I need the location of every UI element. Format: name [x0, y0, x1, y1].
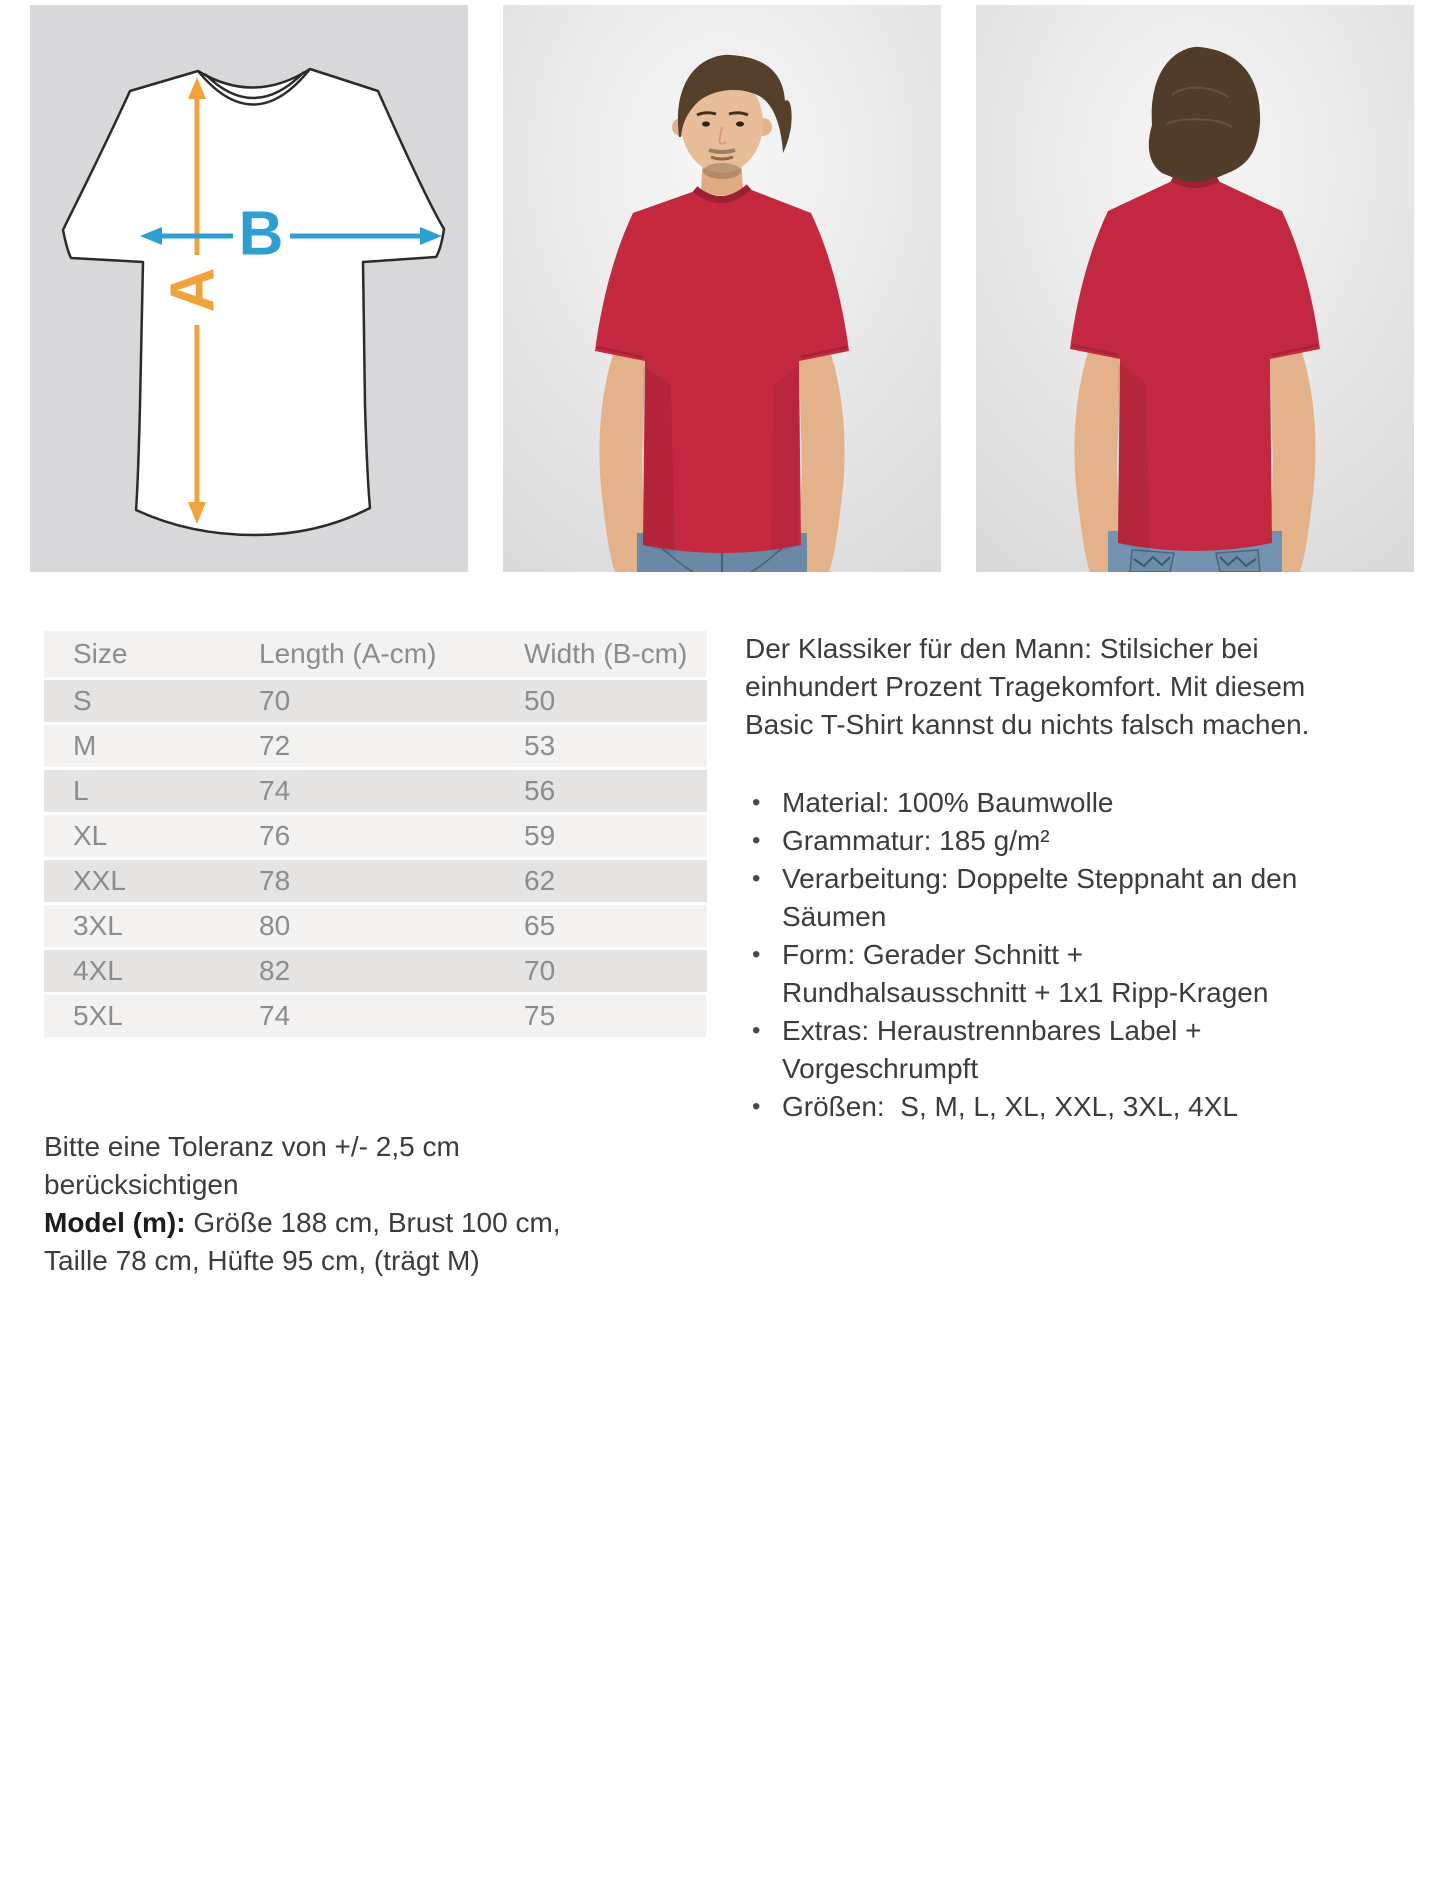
width-cell: 62	[524, 860, 707, 902]
bullet-text: Grammatur: 185 g/m²	[782, 825, 1050, 856]
size-cell: L	[44, 770, 259, 812]
size-cell: M	[44, 725, 259, 767]
table-row	[44, 905, 707, 947]
table-row	[44, 860, 707, 902]
length-cell: 76	[259, 815, 524, 857]
length-cell: 74	[259, 770, 524, 812]
bullet-icon: •	[752, 1017, 761, 1044]
model-note-label: Model (m):	[44, 1207, 186, 1238]
bullet-text: Form: Gerader Schnitt + Rundhalsausschnitt + 1x1 Ripp-Kragen	[782, 939, 1269, 1008]
width-cell: 53	[524, 725, 707, 767]
label-b: B	[238, 199, 284, 269]
table-row	[44, 950, 707, 992]
table-row	[44, 815, 707, 857]
bullet-text: Material: 100% Baumwolle	[782, 787, 1114, 818]
size-chart-header-row	[44, 631, 707, 677]
length-cell: 74	[259, 995, 524, 1037]
length-cell: 70	[259, 680, 524, 722]
model-note-text: Größe 188 cm, Brust 100 cm, Taille 78 cm, Hüfte 95 cm, (trägt M)	[44, 1207, 561, 1276]
bullet-text: Verarbeitung: Doppelte Steppnaht an den Säumen	[782, 863, 1306, 932]
model-front-photo-image[interactable]	[503, 5, 941, 572]
product-image-gallery	[30, 5, 1414, 572]
bullet-text: Größen: S, M, L, XL, XXL, 3XL, 4XL	[782, 1091, 1238, 1122]
model-back-photo-image[interactable]	[976, 5, 1414, 572]
table-row	[44, 995, 707, 1037]
list-item	[745, 822, 1317, 860]
product-description	[745, 630, 1317, 1126]
length-cell: 78	[259, 860, 524, 902]
list-item	[745, 860, 1317, 936]
table-row	[44, 680, 707, 722]
label-a: A	[158, 267, 228, 313]
tolerance-note: Bitte eine Toleranz von +/- 2,5 cm berücksichtigen	[44, 1131, 460, 1200]
table-row	[44, 725, 707, 767]
list-item	[745, 1012, 1317, 1088]
list-item	[745, 784, 1317, 822]
description-intro: Der Klassiker für den Mann: Stilsicher bei einhundert Prozent Tragekomfort. Mit diesem Basic T-Shirt kannst du nichts falsch machen.	[745, 633, 1310, 740]
column-header-size: Size	[44, 631, 259, 677]
size-cell: XL	[44, 815, 259, 857]
size-cell: 4XL	[44, 950, 259, 992]
table-row	[44, 770, 707, 812]
length-cell: 82	[259, 950, 524, 992]
column-header-length: Length (A-cm)	[259, 631, 524, 677]
bullet-text: Extras: Heraustrennbares Label + Vorgeschrumpft	[782, 1015, 1210, 1084]
size-cell: 5XL	[44, 995, 259, 1037]
size-chart-section	[44, 628, 707, 1040]
bullet-icon: •	[752, 865, 761, 892]
length-cell: 72	[259, 725, 524, 767]
measurement-diagram-image[interactable]	[30, 5, 468, 572]
width-cell: 59	[524, 815, 707, 857]
width-cell: 56	[524, 770, 707, 812]
bullet-icon: •	[752, 941, 761, 968]
column-header-width: Width (B-cm)	[524, 631, 707, 677]
width-cell: 65	[524, 905, 707, 947]
width-cell: 50	[524, 680, 707, 722]
list-item	[745, 1088, 1317, 1126]
bullet-icon: •	[752, 1093, 761, 1120]
size-cell: S	[44, 680, 259, 722]
width-cell: 70	[524, 950, 707, 992]
size-chart-table	[44, 628, 707, 1040]
measurement-notes	[44, 1128, 629, 1280]
bullet-icon: •	[752, 789, 761, 816]
description-bullet-list	[745, 784, 1317, 1126]
list-item	[745, 936, 1317, 1012]
size-cell: 3XL	[44, 905, 259, 947]
size-cell: XXL	[44, 860, 259, 902]
width-cell: 75	[524, 995, 707, 1037]
bullet-icon: •	[752, 827, 761, 854]
length-cell: 80	[259, 905, 524, 947]
